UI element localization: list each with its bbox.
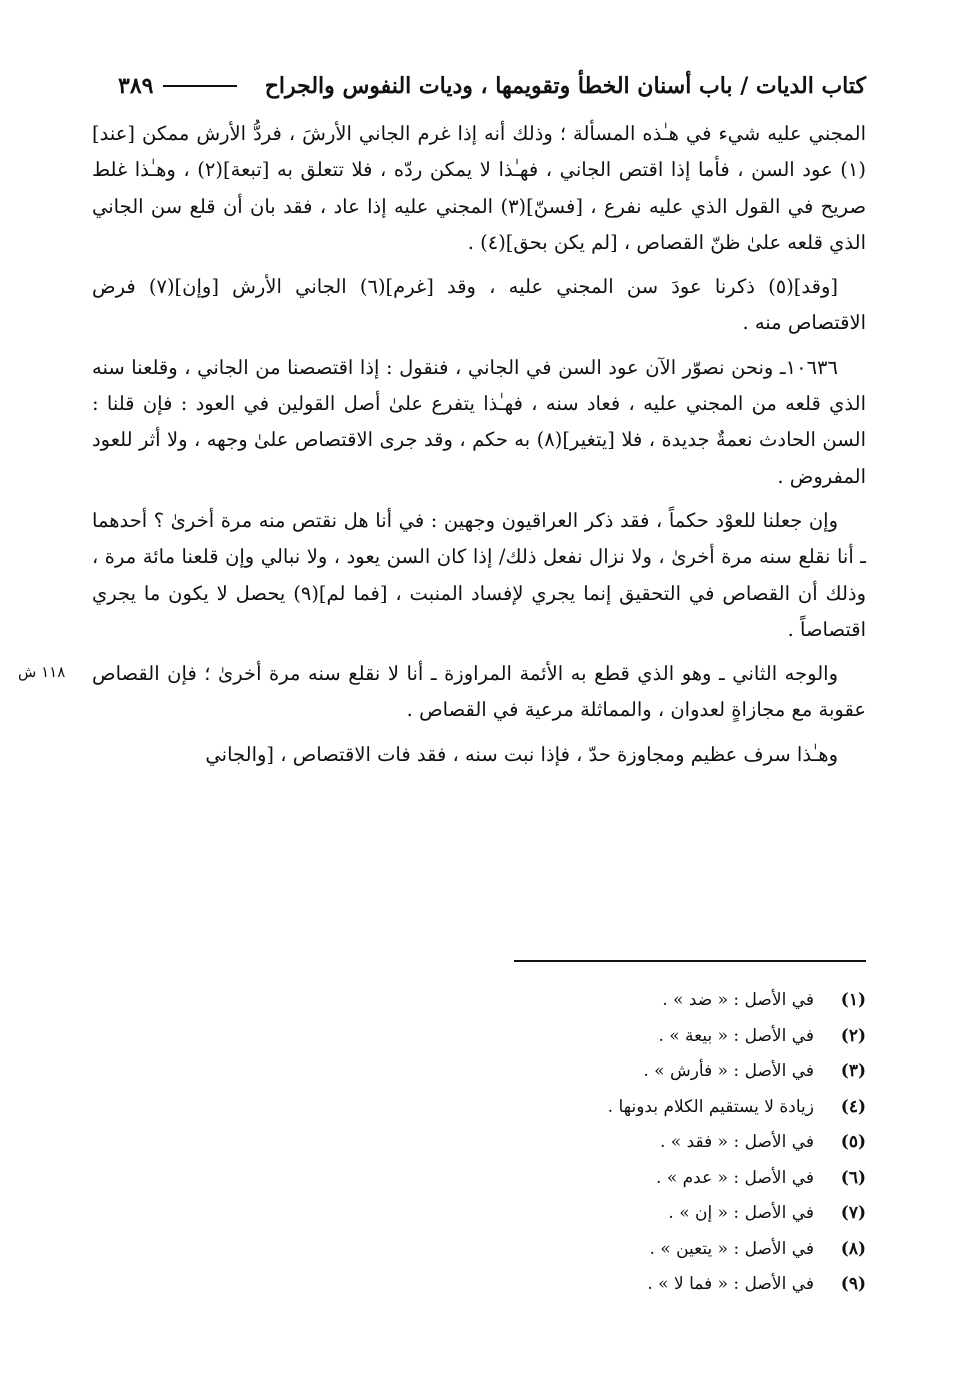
footnote-item bbox=[346, 1125, 866, 1161]
paragraph-2: [وقد](٥) ذكرنا عودَ سن المجني عليه ، وقد [غرم](٦) الجاني الأرش [وإن](٧) فرض الاقتصاص منه . bbox=[92, 275, 866, 335]
footnote-text: في الأصل : « ضد » . bbox=[662, 990, 814, 1010]
footnote-number: (٨) bbox=[840, 1238, 866, 1259]
footnote-number: (٧) bbox=[840, 1203, 866, 1223]
footnote-item bbox=[346, 1090, 866, 1126]
footnote-item bbox=[346, 1054, 866, 1090]
footnote-text: في الأصل : « فأرش » . bbox=[643, 1061, 814, 1081]
paragraph-3: ١٠٦٣٦ـ ونحن نصوّر الآن عود السن في الجاني ، فنقول : إذا اقتصصنا من الجاني ، وقلعنا سنه الذي قلعه من المجني عليه ، فعاد سنه ، فهـٰذا يتفرع علىٰ أصل القولين في العود : فإن قلنا : السن الحادث نعمةٌ جديدة ، فلا [يتغير](٨) به حكم ، وقد جرى الاقتصاص علىٰ وجهه ، ولا أثر للعود المفروض . bbox=[92, 355, 866, 488]
page-number: ٣٨٩ bbox=[118, 73, 154, 99]
footnote-item bbox=[346, 983, 866, 1019]
footnote-item bbox=[346, 1161, 866, 1197]
footnote-item bbox=[346, 1232, 866, 1268]
paragraph-5: والوجه الثاني ـ وهو الذي قطع به الأئمة المراوزة ـ أنا لا نقلع سنه مرة أخرىٰ ؛ فإن القصاص عقوبة مع مجازاةٍ لعدوان ، والمماثلة مرعية في القصاص . bbox=[92, 662, 866, 722]
header-rule bbox=[163, 85, 237, 87]
footnote-text: في الأصل : « بيعة » . bbox=[658, 1025, 814, 1046]
header-page-group bbox=[118, 73, 247, 99]
footnote-text: في الأصل : « يتعين » . bbox=[649, 1238, 814, 1259]
footnote-number: (٢) bbox=[840, 1025, 866, 1046]
footnote-item bbox=[346, 1196, 866, 1232]
footnote-number: (١) bbox=[840, 990, 866, 1010]
footnote-number: (٤) bbox=[840, 1096, 866, 1117]
footnote-text: في الأصل : « فقد » . bbox=[659, 1132, 814, 1152]
footnote-number: (٦) bbox=[840, 1167, 866, 1188]
footnote-text: في الأصل : « فما لا » . bbox=[647, 1274, 814, 1294]
margin-note: ١١٨ ش bbox=[18, 663, 66, 681]
header-title: كتاب الديات / باب أسنان الخطأ وتقويمها ، وديات النفوس والجراح bbox=[264, 73, 866, 99]
footnote-text: زيادة لا يستقيم الكلام بدونها . bbox=[607, 1096, 814, 1117]
footnotes-list bbox=[346, 983, 866, 1303]
footnote-number: (٥) bbox=[840, 1132, 866, 1152]
footnote-number: (٣) bbox=[840, 1061, 866, 1081]
paragraph-6: وهـٰذا سرف عظيم ومجاوزة حدّ ، فإذا نبت سنه ، فقد فات الاقتصاص ، [والجاني bbox=[205, 742, 838, 766]
main-text bbox=[92, 116, 866, 781]
paragraph-4: وإن جعلنا للعوْد حكماً ، فقد ذكر العراقيون وجهين : في أنا هل نقتص منه مرة أخرىٰ ؟ أحدهما ـ أنا نقلع سنه مرة أخرىٰ ، ولا نزال نفعل ذلك/ إذا كان السن يعود ، ولا نبالي وإن قلعنا مائة مرة ، وذلك أن القصاص في التحقيق إنما يجري لإفساد المنبت ، [فما لم](٩) يحصل لا يكون ما يجري اقتصاصاً . bbox=[92, 508, 866, 641]
paragraph-1: المجني عليه شيء في هـٰذه المسألة ؛ وذلك أنه إذا غرم الجاني الأرشَ ، فردُّ الأرش ممكن [عند](١) عود السن ، فأما إذا اقتص الجاني ، فهـٰذا لا يمكن ردّه ، فلا تتعلق به [تبعة](٢) ، وهـٰذا غلط صريح في القول الذي عليه نفرع ، [فسنّ](٣) المجني عليه إذا عاد ، فقد بان أن قلع سن الجاني الذي قلعه علىٰ ظنّ القصاص ، [لم يكن بحق](٤) . bbox=[92, 122, 867, 254]
footnote-text: في الأصل : « إن » . bbox=[668, 1203, 814, 1223]
footnote-number: (٩) bbox=[840, 1274, 866, 1294]
footnote-item bbox=[346, 1019, 866, 1055]
footnote-divider bbox=[514, 960, 866, 962]
footnote-item bbox=[346, 1267, 866, 1303]
footnote-text: في الأصل : « عدم » . bbox=[656, 1167, 814, 1188]
running-header bbox=[118, 66, 866, 106]
